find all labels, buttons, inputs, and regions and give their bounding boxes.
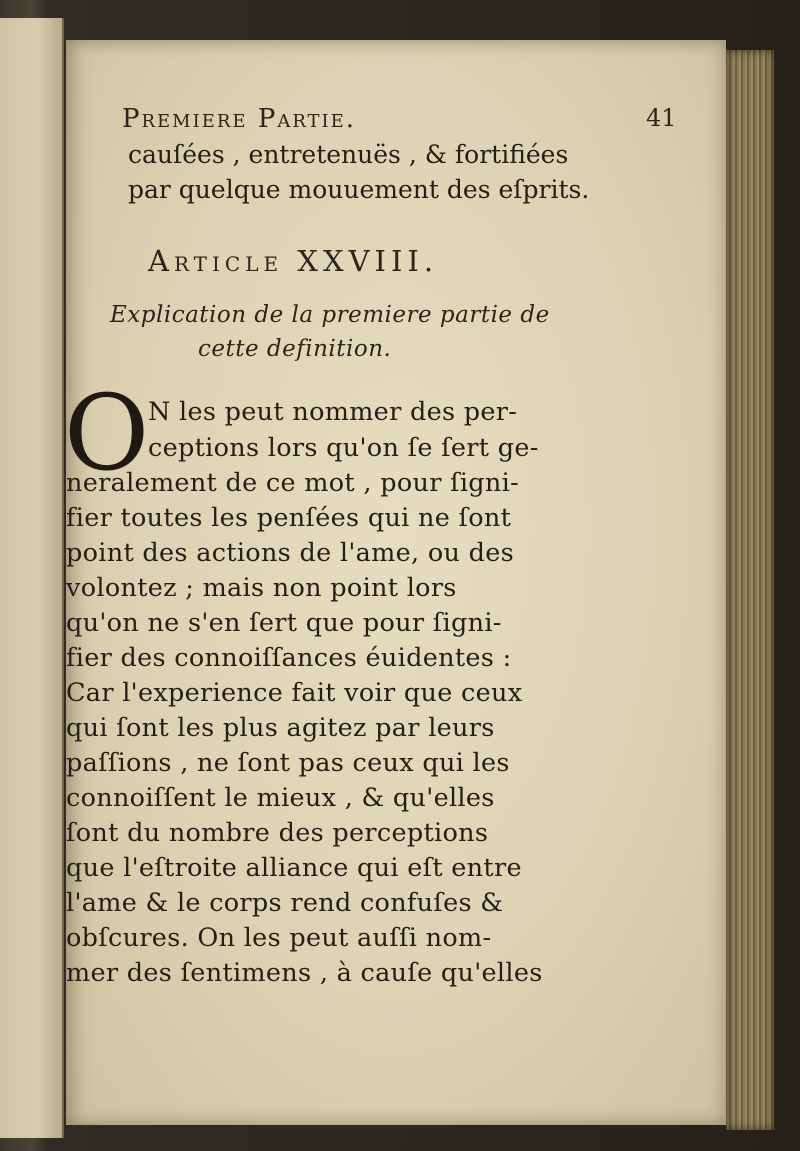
running-head: Premiere Partie. [122, 104, 357, 134]
body-line: qui ſont les plus agitez par leurs [66, 713, 495, 743]
body-line: connoiſſent le mieux , & qu'elles [66, 783, 495, 813]
body-line: volontez ; mais non point lors [66, 573, 457, 603]
article-subtitle-line: cette definition. [198, 336, 392, 362]
intro-line: par quelque mouuement des eſprits. [128, 175, 590, 204]
body-line: l'ame & le corps rend confuſes & [66, 888, 504, 918]
body-line: N les peut nommer des per- [148, 397, 518, 427]
article-subtitle-line: Explication de la premiere partie de [110, 302, 550, 328]
page-number: 41 [646, 104, 677, 132]
intro-line: cauſées , entretenuës , & fortifiées [128, 140, 569, 169]
body-line: neralement de ce mot , pour ſigni- [66, 468, 520, 498]
body-line: fier toutes les penſées qui ne ſont [66, 503, 512, 533]
body-line: Car l'experience fait voir que ceux [66, 678, 523, 708]
drop-cap: O [64, 372, 150, 494]
article-title: Article XXVIII. [148, 244, 439, 278]
page-block-edge [726, 50, 774, 1130]
body-line: paſſions , ne ſont pas ceux qui les [66, 748, 510, 778]
body-line: ſont du nombre des perceptions [66, 818, 489, 848]
body-line: que l'eſtroite alliance qui eſt entre [66, 853, 522, 883]
body-line: point des actions de l'ame, ou des [66, 538, 515, 568]
body-line: fier des connoiſſances éuidentes : [66, 643, 512, 673]
body-line: mer des ſentimens , à cauſe qu'elles [66, 958, 543, 988]
facing-page-edge [0, 18, 64, 1138]
body-line: qu'on ne s'en ſert que pour ſigni- [66, 608, 502, 638]
body-line: ceptions lors qu'on ſe ſert ge- [148, 433, 539, 463]
body-line: obſcures. On les peut auſſi nom- [66, 923, 492, 953]
